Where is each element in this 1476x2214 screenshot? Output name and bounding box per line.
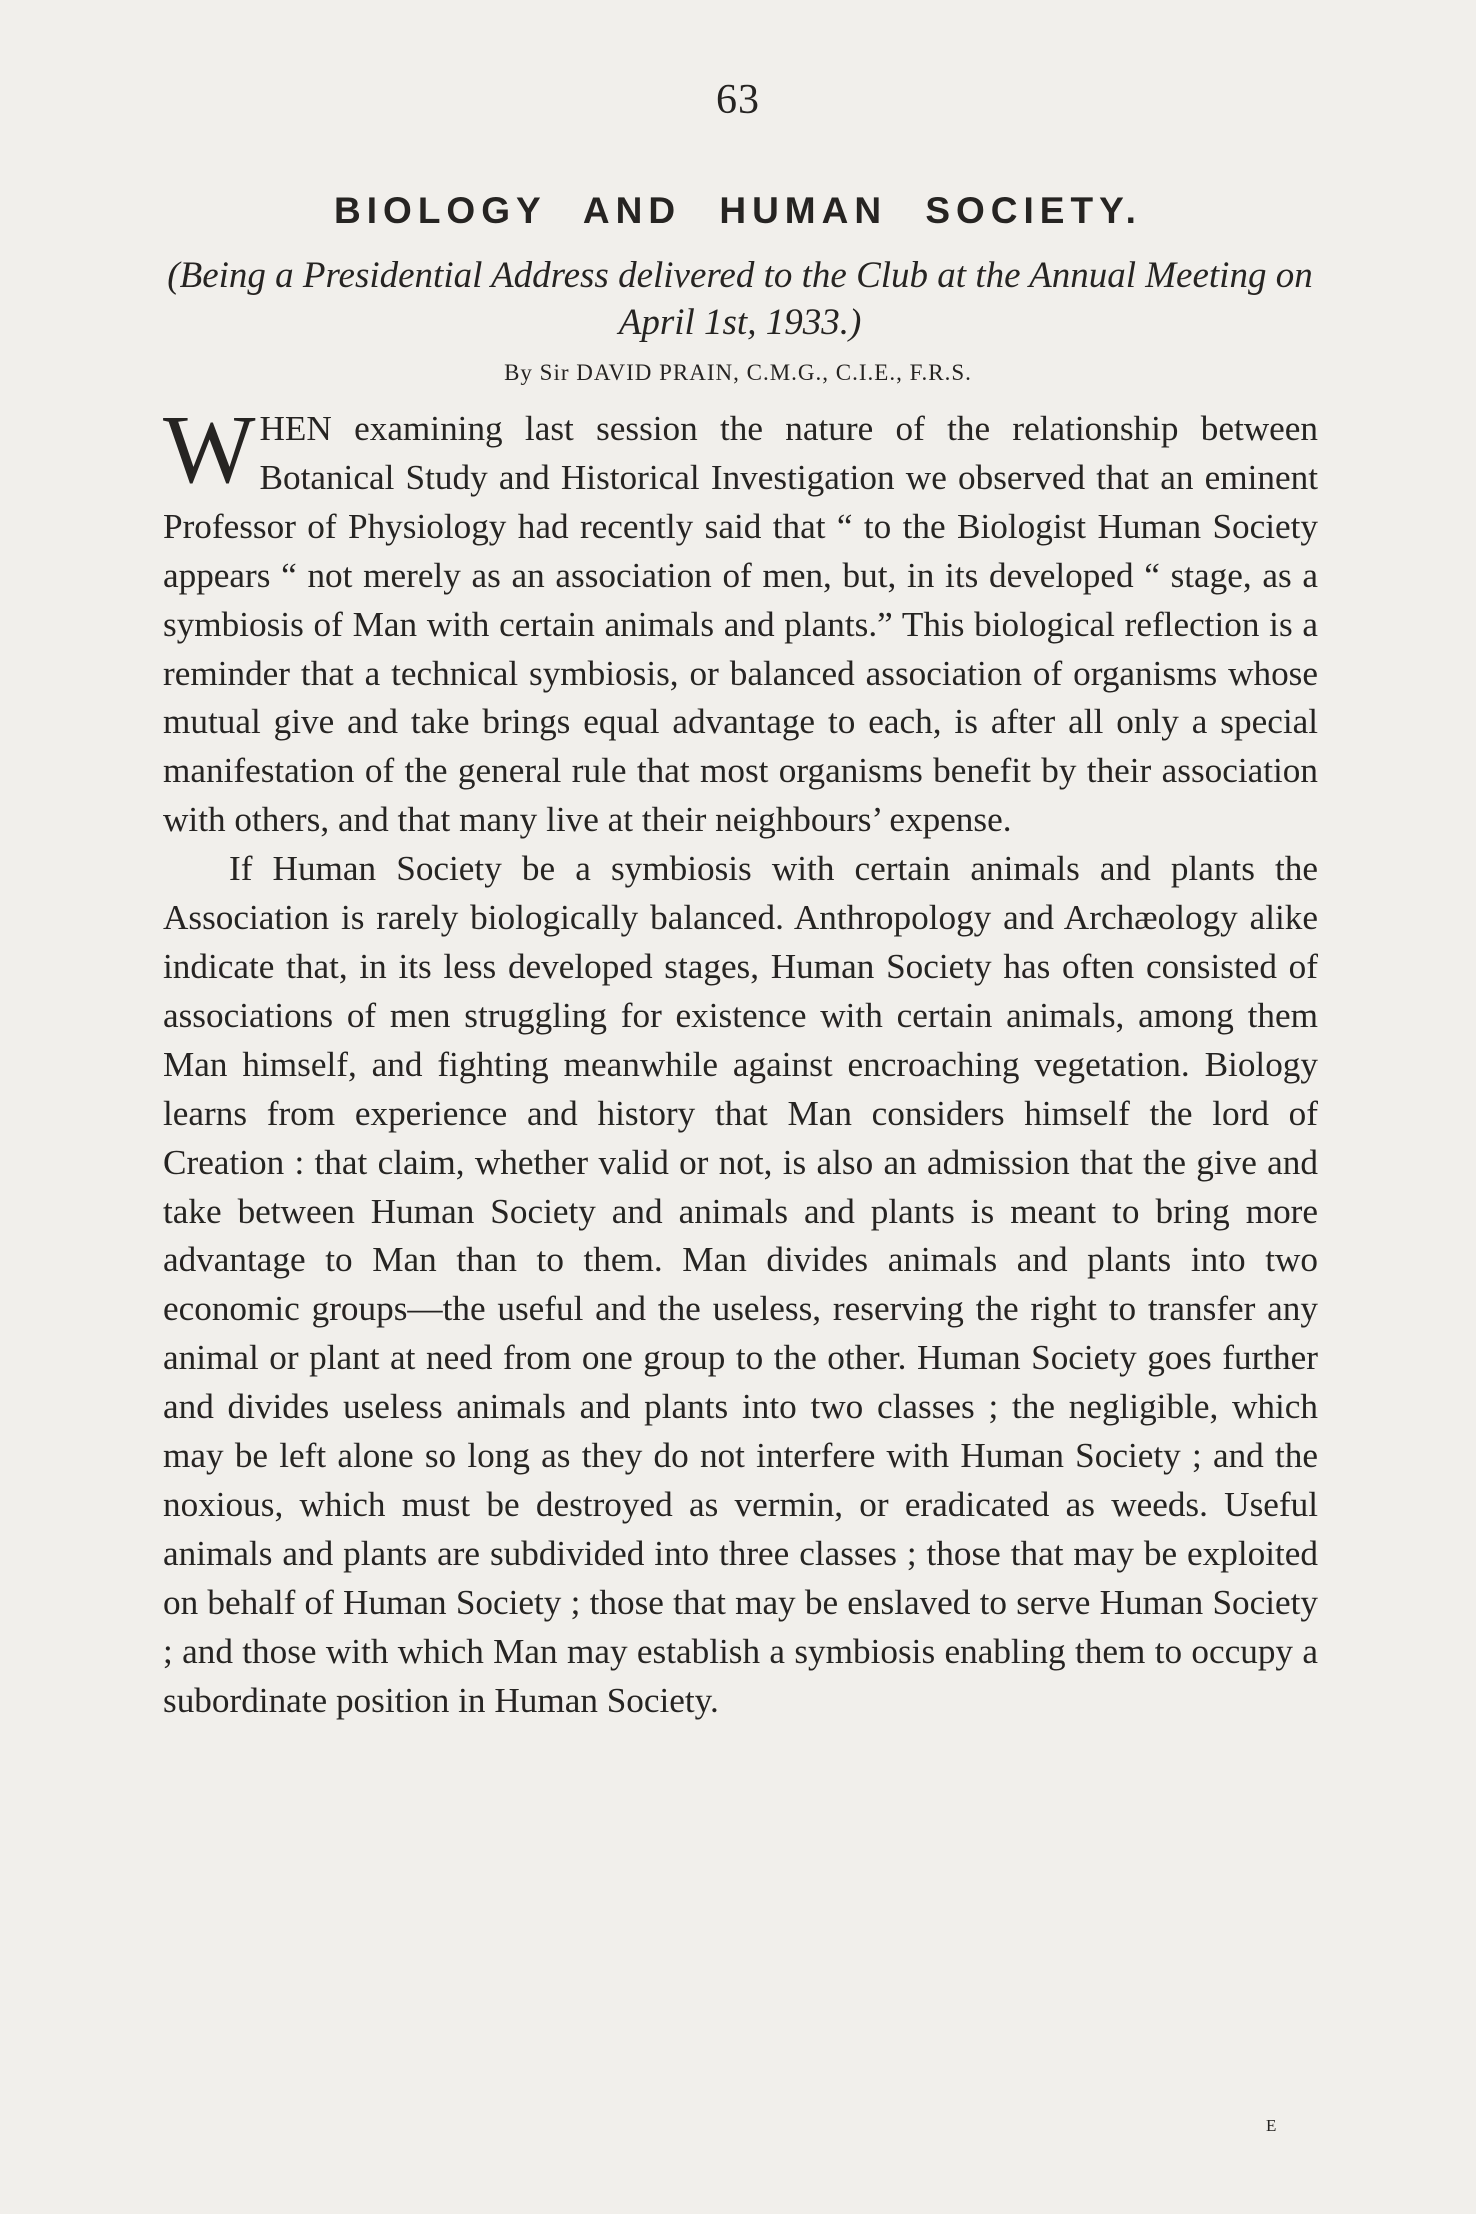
article-body [163, 396, 1318, 1725]
author-byline: By Sir DAVID PRAIN, C.M.G., C.I.E., F.R.S. [504, 360, 972, 385]
page-number: 63 [716, 77, 760, 123]
paragraph-1-text: HEN examining last session the nature of the relationship between Botanical Study and Historical Investigation we observed that an eminent Professor of Physiology had recently said that “ to the Biologist Human Society appears “ not merely as an association of men, but, in its developed “ stage, as a symbiosis of Man with certain animals and plants.” This biological reflection is a reminder that a technical symbiosis, or balanced association of organisms whose mutual give and take brings equal advantage to each, is after all only a special manifestation of the general rule that most organisms benefit by their association with others, and that many live at their neighbours’ expense. [163, 409, 1318, 840]
article-subtitle: (Being a Presidential Address delivered to the Club at the Annual Meeting on April 1st, 1933.) [167, 255, 1313, 343]
drop-cap: W [163, 396, 256, 504]
signature-mark: E [1266, 2116, 1277, 2135]
paragraph-1 [163, 396, 1318, 845]
article-title: BIOLOGY AND HUMAN SOCIETY. [334, 190, 1142, 231]
paragraph-2: If Human Society be a symbiosis with certain animals and plants the Association is rarely biologically balanced. Anthropology and Archæology alike indicate that, in its less developed stages, Human Society has often consisted of associations of men struggling for existence with certain animals, among them Man himself, and fighting meanwhile against encroaching vegetation. Biology learns from experience and history that Man considers himself the lord of Creation : that claim, whether valid or not, is also an admission that the give and take between Human Society and animals and plants is meant to bring more advantage to Man than to them. Man divides animals and plants into two economic groups—the useful and the useless, reserving the right to transfer any animal or plant at need from one group to the other. Human Society goes further and divides useless animals and plants into two classes ; the negligible, which may be left alone so long as they do not interfere with Human Society ; and the noxious, which must be destroyed as vermin, or eradicated as weeds. Useful animals and plants are subdivided into three classes ; those that may be exploited on behalf of Human Society ; those that may be enslaved to serve Human Society ; and those with which Man may establish a symbiosis enabling them to occupy a subordinate position in Human Society. [163, 849, 1318, 1720]
